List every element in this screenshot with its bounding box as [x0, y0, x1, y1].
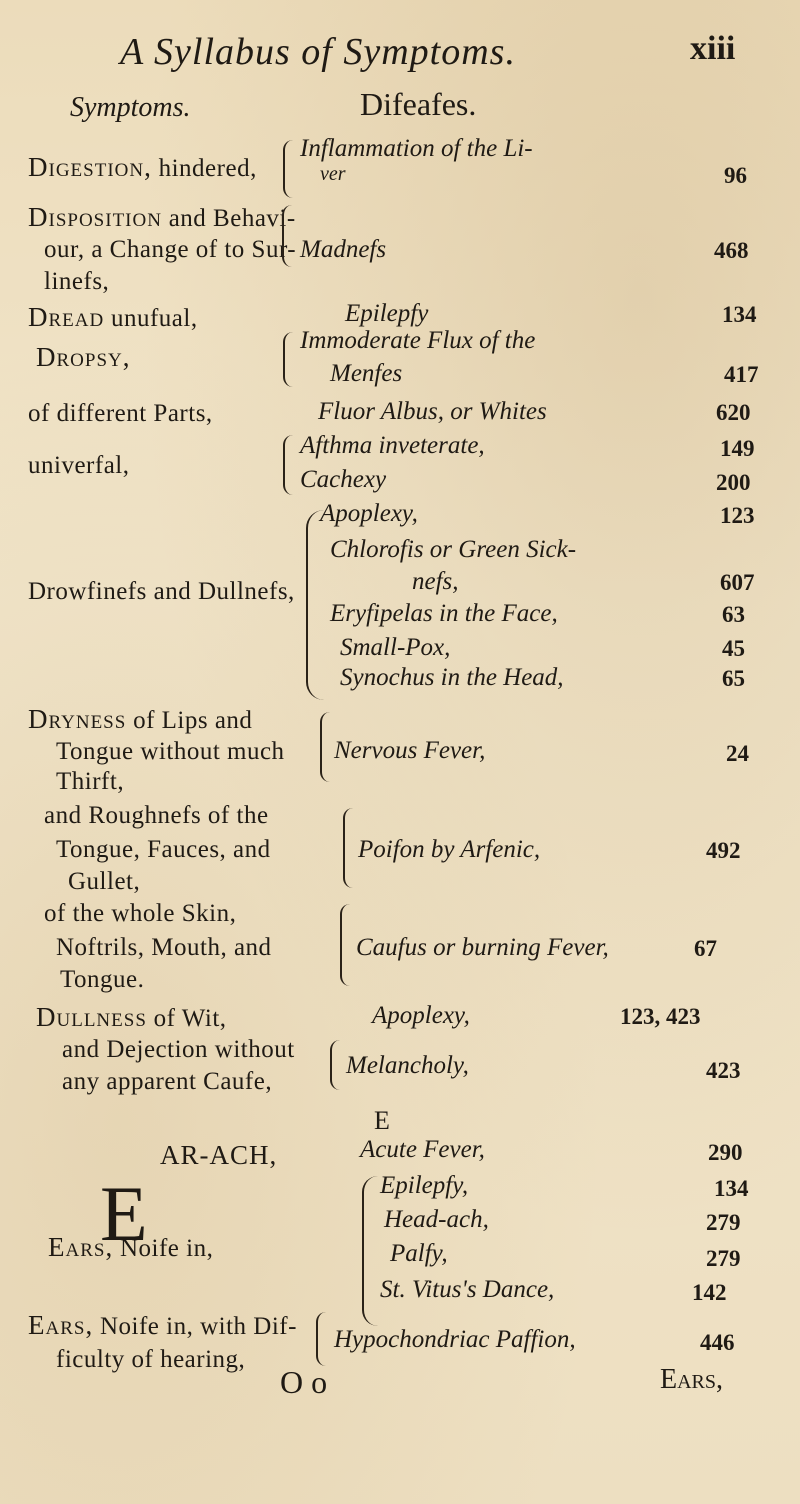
- symptom-ears-hearing-line1: Ears, Noife in, with Dif-: [28, 1310, 297, 1340]
- page-ref: 123, 423: [620, 1004, 701, 1029]
- disease-line: Chlorofis or Green Sick-: [330, 536, 577, 563]
- page-ref: 134: [722, 302, 757, 327]
- page-ref: 96: [724, 163, 747, 188]
- disease-line: Epilepfy: [345, 300, 429, 327]
- symptom-universal: univerfal,: [28, 452, 130, 479]
- symptom-skin-line3: Tongue.: [60, 966, 145, 993]
- page-ref: 279: [706, 1210, 741, 1235]
- symptom-dropsy: Dropsy,: [36, 342, 131, 372]
- column-header-symptoms: Symptoms.: [70, 92, 191, 123]
- symptom-skin-line1: of the whole Skin,: [44, 900, 237, 927]
- page-ref: 417: [724, 362, 759, 387]
- signature-mark: O o: [280, 1364, 328, 1400]
- disease-line: Cachexy: [300, 466, 387, 493]
- brace: [316, 1312, 326, 1366]
- disease-line: Palfy,: [390, 1240, 448, 1267]
- page-ref: 620: [716, 400, 751, 425]
- disease-line: Menfes: [330, 360, 403, 387]
- symptom-roughness-line1: and Roughnefs of the: [44, 802, 269, 829]
- page-number: xiii: [690, 30, 736, 67]
- symptom-dryness-line1: Dryness of Lips and: [28, 704, 253, 734]
- symptom-dread: Dread unufual,: [28, 302, 198, 332]
- page-ref: 45: [722, 636, 745, 661]
- brace: [283, 332, 293, 387]
- disease-line: Epilepfy,: [380, 1172, 469, 1199]
- symptom-disposition-line1: Disposition and Behavi-: [28, 202, 296, 232]
- page-ref: 200: [716, 470, 751, 495]
- disease-line: Acute Fever,: [360, 1136, 485, 1163]
- disease-line: Madnefs: [300, 236, 387, 263]
- disease-line: nefs,: [412, 568, 459, 595]
- brace: [330, 1040, 340, 1090]
- page-ref: 149: [720, 436, 755, 461]
- catchword: Ears,: [660, 1364, 724, 1395]
- page-ref: 123: [720, 503, 755, 528]
- symptom-dryness-line2: Tongue without much: [56, 738, 285, 765]
- symptom-dryness-line3: Thirft,: [56, 768, 125, 795]
- brace: [282, 205, 292, 267]
- disease-line: ver: [320, 163, 346, 185]
- disease-line: Head-ach,: [384, 1206, 489, 1233]
- symptom-dullness-line3: any apparent Caufe,: [62, 1068, 273, 1095]
- symptom-disposition-line3: linefs,: [44, 268, 110, 295]
- symptom-roughness-line3: Gullet,: [68, 868, 141, 895]
- disease-line: Immoderate Flux of the: [300, 327, 536, 354]
- column-header-diseases: Difeafes.: [360, 86, 477, 122]
- disease-line: Apoplexy,: [372, 1002, 470, 1029]
- brace: [343, 808, 353, 888]
- brace: [306, 510, 324, 700]
- disease-line: Apoplexy,: [320, 500, 418, 527]
- disease-line: Nervous Fever,: [334, 737, 486, 764]
- symptom-digestion: Digestion, hindered,: [28, 152, 257, 182]
- page-ref: 279: [706, 1246, 741, 1271]
- brace: [362, 1176, 378, 1326]
- brace: [340, 904, 350, 986]
- page-ref: 468: [714, 238, 749, 263]
- page-ref: 67: [694, 936, 717, 961]
- running-head: [0, 30, 800, 80]
- page-ref: 65: [722, 666, 745, 691]
- disease-line: Hypochondriac Paffion,: [334, 1326, 576, 1353]
- symptom-skin-line2: Noftrils, Mouth, and: [56, 934, 272, 961]
- symptom-dullness-line1: Dullness of Wit,: [36, 1002, 227, 1032]
- symptom-drowsiness: Drowfinefs and Dullnefs,: [28, 578, 295, 605]
- page-ref: 134: [714, 1176, 749, 1201]
- symptom-different-parts: of different Parts,: [28, 400, 213, 427]
- disease-line: Afthma inveterate,: [300, 432, 485, 459]
- disease-line: Synochus in the Head,: [340, 664, 564, 691]
- symptom-roughness-line2: Tongue, Fauces, and: [56, 836, 271, 863]
- disease-line: Inflammation of the Li-: [300, 135, 533, 162]
- symptom-earach: AR-ACH,: [160, 1140, 278, 1170]
- disease-line: Caufus or burning Fever,: [356, 934, 609, 961]
- disease-line: Poifon by Arfenic,: [358, 836, 541, 863]
- page-ref: 142: [692, 1280, 727, 1305]
- disease-line: Melancholy,: [346, 1052, 469, 1079]
- symptom-ears-noise: Ears, Noife in,: [48, 1232, 214, 1262]
- disease-line: Small-Pox,: [340, 634, 451, 661]
- disease-line: St. Vitus's Dance,: [380, 1276, 555, 1303]
- symptom-ears-hearing-line2: ficulty of hearing,: [56, 1346, 246, 1373]
- section-letter: E: [374, 1106, 390, 1135]
- disease-line: Eryfipelas in the Face,: [330, 600, 558, 627]
- brace: [283, 435, 293, 495]
- page-ref: 63: [722, 602, 745, 627]
- symptom-disposition-line2: our, a Change of to Sur-: [44, 236, 297, 263]
- page-ref: 423: [706, 1058, 741, 1083]
- page-ref: 607: [720, 570, 755, 595]
- page-title: A Syllabus of Symptoms.: [120, 31, 516, 73]
- drop-cap: E: [100, 1170, 148, 1257]
- disease-line: Fluor Albus, or Whites: [318, 398, 547, 425]
- brace: [320, 712, 330, 782]
- page-ref: 24: [726, 741, 749, 766]
- symptom-dullness-line2: and Dejection without: [62, 1036, 295, 1063]
- page-ref: 492: [706, 838, 741, 863]
- page-ref: 446: [700, 1330, 735, 1355]
- page-ref: 290: [708, 1140, 743, 1165]
- brace: [283, 140, 293, 198]
